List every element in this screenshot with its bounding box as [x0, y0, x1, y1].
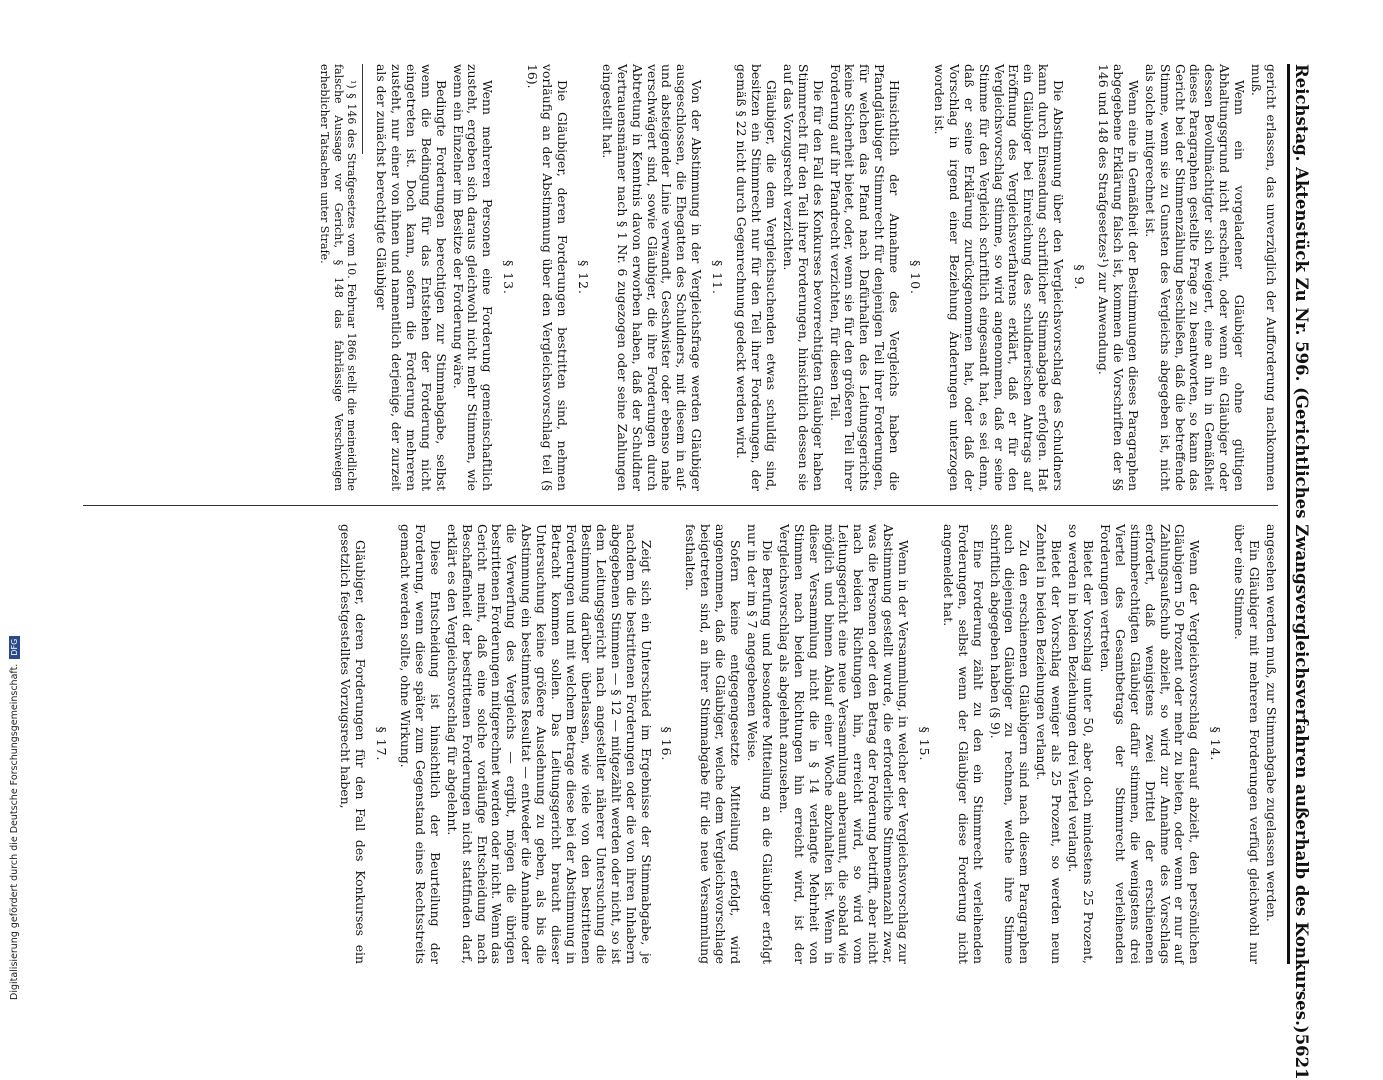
paragraph: Die Berufung und besondere Mitteilung an die Gläubiger erfolgt nur in der im § 7 angegebenen Weise.: [745, 524, 775, 964]
paragraph: Von der Abstimmung in der Vergleichsfrage werden Gläubiger ausgeschlossen, die Ehegatten des Schuldners, mit diesem in auf- und absteigender Linie verwandt, Geschwister oder ebenso nahe verschwägert sind, sowie Gläubiger, die ihre Forderungen durch Abtretung in Kenntnis davon erworben haben, daß der Schuldner Vertrauensmänner nach § 1 Nr. 6 zugezogen oder seine Zahlungen eingestellt hat.: [599, 64, 705, 491]
paragraph: Wenn mehreren Personen eine Forderung gemeinschaftlich zusteht, ergeben sich daraus gleichwohl nicht mehr Stimmen, wie wenn ein Einzelner im Besitze der Forderung wäre.: [450, 64, 496, 491]
paragraph: gericht erlassen, das unverzüglich der Aufforderung nachkommen muß.: [1249, 64, 1279, 491]
header-rule: [1287, 64, 1290, 964]
column-divider: [83, 505, 1278, 506]
page-number: 5621: [1292, 1033, 1311, 1080]
section-heading-12: § 12.: [575, 260, 591, 295]
document-page: [68, 64, 1318, 1080]
paragraph: Wenn in der Versammlung, in welcher der Vergleichsvorschlag zur Abstimmung gestellt wurde, die erforderliche Stimmenanzahl zwar, was die Personen oder den Betrag der Forderung betrifft, aber nicht nach beiden Richtungen hin, erreicht wird, so wird vom Leitungsgericht eine neue Versammlung anberaumt, die sobald wie möglich und binnen Ablauf einer Woche abzuhalten ist. Wenn in dieser Versammlung nicht die in § 14 verlangte Mehrheit von Stimmen nach beiden Richtungen hin erreicht wird, ist der Vergleichsvorschlag als abgelehnt anzusehen.: [776, 524, 912, 964]
left-column: [78, 64, 1278, 491]
section-heading-17: § 17.: [374, 726, 390, 762]
paragraph: Bedingte Forderungen berechtigen zur Stimmabgabe, selbst wenn die Bedingung für das Entstehen der Forderung nicht eingetreten ist. Doch kann, sofern die Forderung mehreren zusteht, nur einer von ihnen und namentlich derjenige, der zurzeit als der zunächst berechtigte Gläubiger: [374, 64, 449, 491]
paragraph: Eine Forderung zählt zu den ein Stimmrecht verleihenden Forderungen, selbst wenn der Gläubiger diese Forderung nicht angemeldet hat.: [940, 524, 986, 964]
paragraph: Hinsichtlich der Annahme des Vergleichs haben die Pfandgläubiger Stimmrecht für denjenigen Teil ihrer Forderungen, für welchen das Pfand nach Dafürhalten des Leitungsgerichts keine Sicherheit bietet, oder, wenn sie für den größeren Teil ihrer Forderung auf ihr Pfandrecht verzichten, für diesen Teil.: [827, 64, 903, 491]
dfg-logo: DFG: [9, 636, 20, 659]
paragraph: Wenn eine in Gemäßheit der Bestimmungen dieses Paragraphen abgegebene Erklärung falsch ist, kommen die Vorschriften der §§ 146 und 148 des Strafgesetzes¹) zur Anwendung.: [1096, 64, 1141, 491]
footnote-rule: [362, 64, 363, 154]
footnote: ¹) § 146 des Strafgesetzes vom 10. Februar 1866 stellt die meineidliche falsche Aussage vor Gericht, § 148 das fahrlässige Verschweigen erheblicher Tatsachen unter Strafe.: [318, 64, 359, 491]
paragraph: Die Gläubiger, deren Forderungen bestritten sind, nehmen vorläufig an der Abstimmung über den Vergleichsvorschlag teil (§ 16).: [525, 64, 571, 491]
paragraph: Zu den erschienenen Gläubigern sind nach diesem Paragraphen auch diejenigen Gläubiger zu rechnen, welche ihre Stimme schriftlich abgegeben haben (§ 9).: [987, 524, 1033, 964]
section-heading-9: § 9.: [1072, 264, 1088, 291]
paragraph: Die für den Fall des Konkurses bevorrechtigten Gläubiger haben Stimmrecht für den Teil ihrer Forderungen, hinsichtlich dessen sie auf das Vorzugsrecht verzichten.: [780, 64, 826, 491]
paragraph: Wenn ein vorgeladener Gläubiger ohne gültigen Abhaltungsgrund nicht erscheint, oder wenn ein Gläubiger oder dessen Bevollmächtigter sich weigert, eine an ihn in Gemäßheit dieses Paragraphen gestellte Frage zu beantworten, so kann das Gericht bei der Stimmenzählung beschließen, daß die betreffende Stimme, wenn sie zu Gunsten des Vergleichs abgegeben ist, nicht als solche mitgerechnet ist.: [1142, 64, 1248, 491]
paragraph: Gläubiger, die dem Vergleichsuchenden etwas schuldig sind, besitzen ein Stimmrecht nur für den Teil ihrer Forderungen, der gemäß § 22 nicht durch Gegenrechnung gedeckt werden wird.: [734, 64, 779, 491]
digitization-credit: [6, 636, 22, 1000]
digitization-note: Digitalisierung gefördert durch die Deutsche Forschungsgemeinschaft.: [8, 663, 20, 1000]
paragraph: Ein Gläubiger mit mehreren Forderungen verfügt gleichwohl nur über eine Stimme.: [1232, 524, 1263, 964]
paragraph: Diese Entscheidung ist hinsichtlich der Beurteilung der Forderung, wenn diese später zum Gegenstand eines Rechtsstreits gemacht werden sollte, ohne Wirkung.: [398, 524, 443, 964]
paragraph: Wenn der Vergleichsvorschlag darauf abzielt, den persönlichen Gläubigern 50 Prozent oder mehr zu bieten, oder wenn er nur auf Zahlungsaufschub abzielt, so wird zur Annahme des Vorschlags erfordert, daß wenigstens zwei Drittel der erschienenen stimmberechtigten Gläubiger dafür stimmen, die wenigstens drei Viertel des Gesamtbetrags der Stimmrecht verleihenden Forderungen vertreten.: [1097, 524, 1203, 964]
paragraph: Gläubiger, deren Forderungen für den Fall des Konkurses ein gesetzlich festgestelltes Vorzugsrecht haben,: [338, 524, 369, 964]
paragraph: Bietet der Vorschlag weniger als 25 Prozent, so werden neun Zehntel in beiden Beziehungen verlangt.: [1034, 524, 1065, 964]
section-heading-15: § 15.: [916, 726, 932, 762]
right-column: [78, 524, 1278, 964]
section-heading-10: § 10.: [908, 260, 924, 295]
section-heading-16: § 16.: [659, 726, 675, 762]
paragraph: Zeigt sich ein Unterschied im Ergebnisse der Stimmabgabe, je nachdem die bestrittenen Forderungen oder die von ihren Inhabern abgegebenen Stimmen — § 12 — mitgezählt werden oder nicht, so ist dem Leitungsgericht nach angestellter näherer Untersuchung die Bestimmung darüber überlassen, wie viele von den bestrittenen Forderungen und mit welchem Betrage diese bei der Abstimmung in Betracht kommen sollen. Das Leitungsgericht braucht dieser Untersuchung keine größere Ausdehnung zu geben, als bis die Abstimmung ein bestimmtes Resultat — entweder die Annahme oder die Verwerfung des Vergleichs — ergibt, mögen die übrigen bestrittenen Forderungen mitgerechnet werden oder nicht. Wenn das Gericht meint, daß eine solche vorläufige Entscheidung nach Beschaffenheit der bestrittenen Forderungen nicht stattfinden darf, erklärt es den Vergleichsvorschlag für abgelehnt.: [444, 524, 654, 964]
section-heading-14: § 14.: [1208, 726, 1224, 762]
page-header: [1292, 64, 1318, 1080]
paragraph: Sofern keine entgegengesetzte Mitteilung erfolgt, wird angenommen, daß die Gläubiger, welche dem Vergleichsvorschlage beigetreten sind, an ihrer Stimmabgabe für die neue Versammlung festhalten.: [683, 524, 744, 964]
section-heading-11: § 11.: [710, 260, 726, 295]
paragraph: Die Abstimmung über den Vergleichsvorschlag des Schuldners kann durch Einsendung schriftlicher Stimmabgabe erfolgen. Hat ein Gläubiger bei Einreichung des schuldnerischen Antrags auf Eröffnung des Vergleichsverfahrens erklärt, daß er für den Vergleichsvorschlag stimme, so wird angenommen, daß er seine Stimme für den Vergleich schriftlich eingesandt hat, es sei denn, daß er seine Erklärung zurückgenommen hat, oder daß der Vorschlag in irgend einer Beziehung Änderungen unterzogen worden ist.: [931, 64, 1067, 491]
paragraph: angesehen werden muß, zur Stimmabgabe zugelassen werden.: [1264, 524, 1279, 922]
section-heading-13: § 13.: [501, 260, 517, 295]
page-title: Reichstag. Aktenstück Zu Nr. 596. (Gerichtliches Zwangsvergleichsverfahren außerhalb des Konkurses.): [1292, 64, 1311, 1034]
paragraph: Bietet der Vorschlag unter 50, aber doch mindestens 25 Prozent, so werden in beiden Beziehungen drei Viertel verlangt.: [1066, 524, 1097, 964]
